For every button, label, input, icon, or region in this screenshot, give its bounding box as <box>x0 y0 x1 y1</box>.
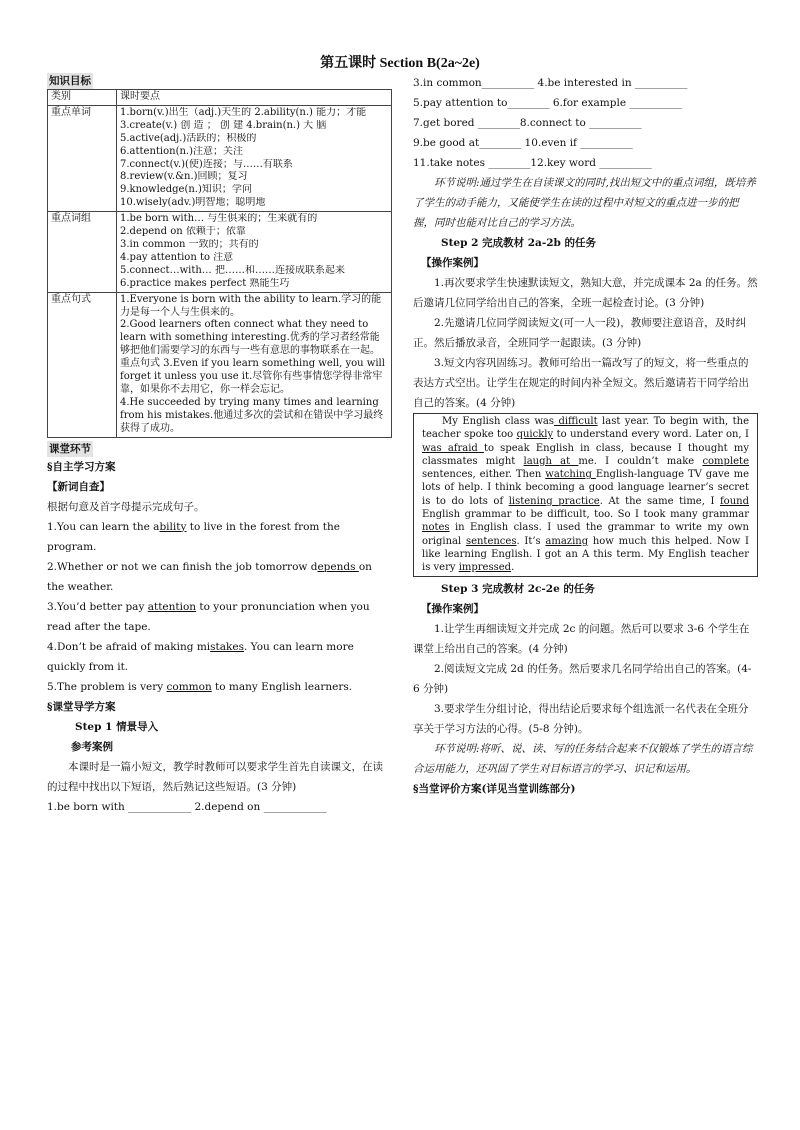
answer-word: difficult <box>554 416 598 427</box>
reference-heading: 参考案例 <box>71 740 113 753</box>
evaluation-heading: §当堂评价方案(详见当堂训练部分) <box>413 782 576 795</box>
line: 1.born(v.)出生（adj.)天生的 2.ability(n.) 能力；才能 <box>120 106 367 118</box>
list-item: 5.The problem is very common to many English learners. <box>47 680 353 693</box>
answer-word: watching <box>545 469 596 481</box>
line: 6.practice makes perfect 熟能生巧 <box>120 277 290 289</box>
fill-in-items <box>47 517 392 697</box>
line: 2.depend on 依赖于；依靠 <box>120 226 246 238</box>
answer-word: complete <box>702 455 749 467</box>
table-row <box>48 105 392 211</box>
phrase-list <box>413 73 758 173</box>
passage-text: to speak English in class, because I thought my classmates might <box>422 442 749 467</box>
section-note: 环节说明:通过学生在自读课文的同时,找出短文中的重点词组，既培养了学生的动手能力，又能使学生在读的过程中对短文的重点进一步的把握，同时也能对比自己的学习方法。 <box>413 177 756 229</box>
step1-paragraph: 本课时是一篇小短文，教学时教师可以要求学生首先自读课文，在读的过程中找出以下短语，然后熟记这些短语。(3 分钟) <box>47 760 383 793</box>
answer-word: quickly <box>516 429 554 441</box>
line: 5.active(adj.)活跃的；积极的 <box>120 132 257 144</box>
passage-text: in English class. I used the grammar to write my own original <box>422 522 749 547</box>
step2-item-3: 3.短文内容巩固练习。教师可给出一篇改写了的短文，将一些重点的表达方式空出。让学生在规定的时间内补全短文。然后邀请若干同学给出自己的答案。(4 分钟) <box>413 357 749 409</box>
passage-text: English-language TV gave me lots of help. I think becoming a good language learner’s secret is to do lots of <box>422 469 749 507</box>
step3-heading: Step 3 完成教材 2c-2e 的任务 <box>441 582 595 595</box>
table-header-row <box>48 90 392 106</box>
section-note-2: 环节说明:将听、说、读、写的任务结合起来不仅锻炼了学生的语言综合运用能力，还巩固了学生对目标语言的学习、识记和运用。 <box>413 742 753 775</box>
line: 10.wisely(adv.)明智地；聪明地 <box>120 197 266 209</box>
step2-heading: Step 2 完成教材 2a-2b 的任务 <box>441 237 596 249</box>
passage-text: English grammar to be difficult, too. So I took many grammar <box>422 509 749 521</box>
row-content <box>117 212 392 292</box>
passage-text: me. I couldn’t make <box>578 455 703 467</box>
answer-word: listening practice <box>508 495 600 507</box>
row-content <box>117 292 392 437</box>
answer-word: notes <box>422 522 450 534</box>
phrases-left: 1.be born with ____________ 2.depend on ____________ <box>47 800 327 813</box>
list-item: 4.Don’t be afraid of making mistakes. You can learn more quickly from it. <box>47 640 354 673</box>
line: 7.connect(v.)(使)连接；与……有联系 <box>120 158 293 170</box>
line: 3.in common 一致的；共有的 <box>120 238 259 250</box>
list-item: 3.in common__________ 4.be interested in __________ <box>413 77 688 89</box>
passage-text: . It’s <box>516 535 546 547</box>
line: 9.knowledge(n.)知识；学问 <box>120 184 252 196</box>
knowledge-heading: 知识目标 <box>49 75 91 87</box>
instruction: 根据句意及首字母提示完成句子。 <box>47 500 205 513</box>
table-header-category: 类别 <box>48 90 117 106</box>
guide-heading: §课堂导学方案 <box>47 700 116 713</box>
step2-item-2: 2.先邀请几位同学阅读短文(可一人一段)，教师要注意语音，及时纠正。然后播放录音，全班同学一起跟读。(3 分钟) <box>413 317 747 349</box>
line: 3.create(v.) 创 造 ； 创 建 4.brain(n.) 大 脑 <box>120 119 327 131</box>
line: 8.review(v.&n.)回顾；复习 <box>120 171 248 183</box>
passage-text: last year. To begin with, the teacher spoke too <box>422 416 749 441</box>
passage-text: . At the same time, I <box>599 495 720 507</box>
line: 6.attention(n.)注意；关注 <box>120 145 243 157</box>
answer-word: found <box>719 495 749 507</box>
page-title: 第五课时 Section B(2a~2e) <box>320 56 480 71</box>
row-category: 重点句式 <box>48 292 117 437</box>
row-content <box>117 105 392 211</box>
table-header-points: 课时要点 <box>117 90 392 106</box>
passage-box <box>413 413 758 577</box>
table-row <box>48 212 392 292</box>
passage-text: sentences, either. Then <box>422 469 546 481</box>
right-column <box>413 73 758 799</box>
step3-item-1: 1.让学生再细读短文并完成 2c 的问题。然后可以要求 3-6 个学生在课堂上给出自己的答案。(4 分钟) <box>413 622 750 655</box>
line: 1.Everyone is born with the ability to learn.学习的能力是每一个人与生俱来的。 <box>120 293 382 318</box>
answer-word: amazing <box>545 535 589 547</box>
left-column <box>47 73 392 817</box>
list-item: 9.be good at________ 10.even if __________ <box>413 137 633 149</box>
line: 2.Good learners often connect what they need to learn with something interesting.优秀的学习者经常能够把他们需要学习的东西与一些有意思的事物联系在一起。 重点句式 3.Even if you learn something well, you will forget it unless you use it.尽管你有些事情您学得非常牢靠，如果你不去用它，你一样会忘记。 <box>120 319 385 395</box>
step3-item-2: 2.阅读短文完成 2d 的任务。然后要求几名同学给出自己的答案。(4-6 分钟) <box>413 662 752 695</box>
knowledge-table <box>47 89 392 438</box>
list-item: 5.pay attention to________ 6.for example __________ <box>413 97 682 109</box>
self-study-heading: §自主学习方案 <box>47 460 116 473</box>
line: 4.He succeeded by trying many times and learning from his mistakes.他通过多次的尝试和在错误中学习最终获得了成功。 <box>120 396 384 434</box>
row-category: 重点单词 <box>48 105 117 211</box>
list-item: 1.You can learn the ability to live in the forest from the program. <box>47 520 340 553</box>
answer-word: impressed <box>458 562 512 574</box>
table-row <box>48 292 392 437</box>
step1-heading: Step 1 情景导入 <box>75 720 159 733</box>
new-words-heading: 【新词自查】 <box>47 480 110 493</box>
passage-text: to understand every word. Later on, I <box>553 429 750 441</box>
classroom-heading: 课堂环节 <box>49 442 91 455</box>
answer-word: sentences <box>465 535 517 547</box>
list-item: 3.You’d better pay attention to your pronunciation when you read after the tape. <box>47 600 370 633</box>
operation-heading-2: 【操作案例】 <box>421 602 484 615</box>
step2-item-1: 1.再次要求学生快速默读短文，熟知大意，并完成课本 2a 的任务。然后邀请几位同学给出自己的答案，全班一起检查讨论。(3 分钟) <box>413 277 758 309</box>
answer-word: laugh at <box>523 455 579 467</box>
step3-item-3: 3.要求学生分组讨论，得出结论后要求每个组选派一名代表在全班分享关于学习方法的心得。(5-8 分钟)。 <box>413 702 749 735</box>
list-item: 11.take notes ________12.key word __________ <box>413 157 652 169</box>
passage-text: . <box>511 562 515 574</box>
passage-text: how much this helped. Now I like learning English. I got an A this term. My English teacher is very <box>422 535 749 574</box>
list-item: 7.get bored ________8.connect to __________ <box>413 117 642 129</box>
row-category: 重点词组 <box>48 212 117 292</box>
line: 1.be born with… 与生俱来的；生来就有的 <box>120 213 318 225</box>
passage-text: My English class was <box>442 416 554 427</box>
line: 5.connect…with… 把……和……连接成联系起来 <box>120 264 345 276</box>
line: 4.pay attention to 注意 <box>120 251 234 263</box>
operation-heading: 【操作案例】 <box>421 257 484 269</box>
answer-word: was afraid <box>422 442 484 454</box>
list-item: 2.Whether or not we can finish the job tomorrow depends on the weather. <box>47 560 372 593</box>
